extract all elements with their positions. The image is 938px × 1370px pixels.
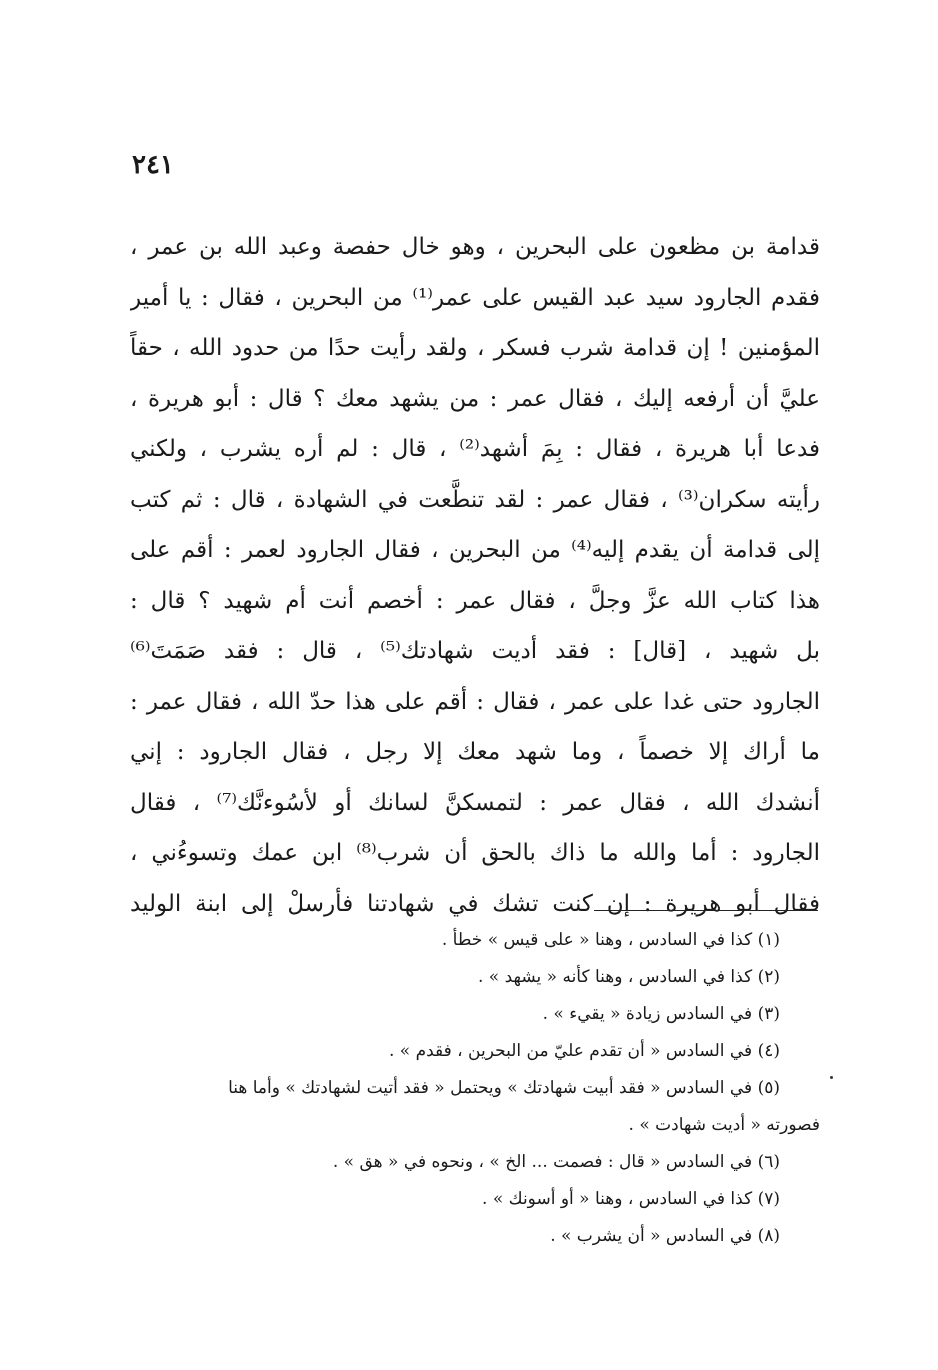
main-text xyxy=(130,222,820,929)
footnote: (٦) في السادس « قال : فصمت ... الخ » ، ونحوه في « هق » . xyxy=(332,1152,780,1172)
text-line: رأيته سكران⁽³⁾ ، فقال عمر : لقد تنطَّعت في الشهادة ، قال : ثم كتب xyxy=(130,486,820,513)
text-line: الجارود حتى غدا على عمر ، فقال : أقم على هذا حدّ الله ، فقال عمر : xyxy=(130,688,820,715)
text-line: هذا كتاب الله عزَّ وجلَّ ، فقال عمر : أخصم أنت أم شهيد ؟ قال : xyxy=(130,587,820,614)
text-line: فدعا أبا هريرة ، فقال : بِمَ أشهد⁽²⁾ ، قال : لم أره يشرب ، ولكني xyxy=(130,436,820,462)
footnotes xyxy=(130,922,820,1255)
page-number: ٢٤١ xyxy=(132,150,174,180)
text-line: قدامة بن مظعون على البحرين ، وهو خال حفصة وعبد الله بن عمر ، xyxy=(130,234,820,260)
footnote-separator xyxy=(594,910,818,911)
text-line: بل شهيد ، [قال] : فقد أديت شهادتك⁽⁵⁾ ، قال : فقد صَمَتَ⁽⁶⁾ xyxy=(130,638,820,664)
text-line: ما أراك إلا خصماً ، وما شهد معك إلا رجل ، فقال الجارود : إني xyxy=(130,739,820,765)
footnote: (١) كذا في السادس ، وهنا « على قيس » خطأ . xyxy=(441,930,780,950)
footnote: (٣) في السادس زيادة « يقيء » . xyxy=(542,1004,780,1024)
text-line: فقال أبو هريرة : إن كنت تشك في شهادتنا فأرسلْ إلى ابنة الوليد xyxy=(130,890,820,917)
footnote: (٧) كذا في السادس ، وهنا « أو أسونك » . xyxy=(482,1189,780,1209)
footnote-continuation: فصورته « أديت شهادت » . xyxy=(628,1115,820,1135)
text-line: إلى قدامة أن يقدم إليه⁽⁴⁾ من البحرين ، فقال الجارود لعمر : أقم على xyxy=(130,537,820,563)
footnote: (٤) في السادس « أن تقدم عليّ من البحرين ، فقدم » . xyxy=(388,1041,780,1061)
footnote: (٥) في السادس « فقد أبيت شهادتك » ويحتمل « فقد أتيت لشهادتك » وأما هنا xyxy=(228,1078,780,1098)
text-line: عليَّ أن أرفعه إليك ، فقال عمر : من يشهد معك ؟ قال : أبو هريرة ، xyxy=(130,385,820,412)
text-line: أنشدك الله ، فقال عمر : لتمسكنَّ لسانك أو لأسُوءنَّك⁽⁷⁾ ، فقال xyxy=(130,789,820,816)
text-line: فقدم الجارود سيد عبد القيس على عمر⁽¹⁾ من البحرين ، فقال : يا أمير xyxy=(130,284,820,311)
text-line: الجارود : أما والله ما ذاك بالحق أن شرب⁽⁸⁾ ابن عمك وتسوءُني ، xyxy=(130,840,820,866)
footnote: (٢) كذا في السادس ، وهنا كأنه « يشهد » . xyxy=(477,967,780,987)
text-line: المؤمنين ! إن قدامة شرب فسكر ، ولقد رأيت حدًا من حدود الله ، حقاً xyxy=(130,335,820,361)
margin-mark xyxy=(830,1076,833,1079)
footnote: (٨) في السادس « أن يشرب » . xyxy=(550,1226,780,1246)
